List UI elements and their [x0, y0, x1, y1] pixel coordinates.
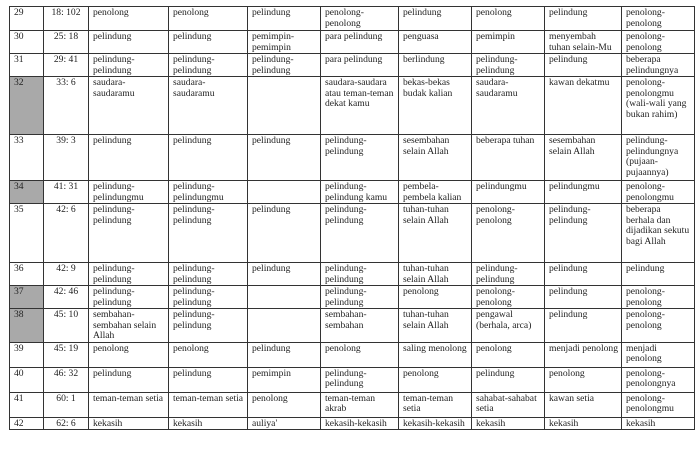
row-number-cell: 37 — [10, 286, 44, 309]
translation-cell: kekasih — [622, 417, 695, 430]
translation-cell: tuhan-tuhan selain Allah — [399, 204, 472, 263]
translation-cell: pelindungmu — [545, 181, 622, 204]
translation-cell: pemimpin — [248, 367, 321, 392]
translation-cell: penolong-penolongmu — [622, 181, 695, 204]
translation-cell: pemimpin-pemimpin — [248, 31, 321, 54]
verse-reference-cell: 62: 6 — [44, 417, 89, 430]
translation-cell: beberapa tuhan — [472, 135, 545, 181]
translation-cell: tuhan-tuhan selain Allah — [399, 309, 472, 343]
row-number-cell: 33 — [10, 135, 44, 181]
translation-cell: pelindung — [472, 367, 545, 392]
translation-cell: pelindung-pelindung — [89, 286, 169, 309]
translation-cell: pelindung-pelindung — [169, 263, 248, 286]
translation-cell: pelindung — [248, 7, 321, 31]
translation-cell: sembahan-sembahan — [321, 309, 399, 343]
translation-cell: penolong — [89, 7, 169, 31]
translation-cell: penolong-penolongnya — [622, 367, 695, 392]
translation-cell: penolong-penolong — [622, 7, 695, 31]
translation-cell: saudara-saudara atau teman-teman dekat kamu — [321, 77, 399, 135]
translation-cell: penolong-penolong — [472, 286, 545, 309]
translation-cell: para pelindung — [321, 31, 399, 54]
translation-cell: pelindung-pelindung — [545, 204, 622, 263]
row-number-cell: 40 — [10, 367, 44, 392]
translation-cell: kekasih — [545, 417, 622, 430]
table-row — [10, 417, 695, 430]
verse-reference-cell: 45: 19 — [44, 342, 89, 367]
table-row — [10, 135, 695, 181]
verse-reference-cell: 25: 18 — [44, 31, 89, 54]
translation-cell: pelindung — [89, 135, 169, 181]
row-number-cell: 32 — [10, 77, 44, 135]
verse-reference-cell: 33: 6 — [44, 77, 89, 135]
translation-cell: pelindung-pelindung — [472, 54, 545, 77]
translation-cell: menjadi penolong — [545, 342, 622, 367]
translation-cell: pelindung — [545, 309, 622, 343]
translation-cell: kawan dekatmu — [545, 77, 622, 135]
translation-cell: sahabat-sahabat setia — [472, 392, 545, 417]
translation-cell: penolong-penolong — [622, 286, 695, 309]
translation-cell: kekasih-kekasih — [321, 417, 399, 430]
translation-cell: penguasa — [399, 31, 472, 54]
table-body — [10, 7, 695, 430]
translation-cell: pelindung-pelindungmu — [89, 181, 169, 204]
verse-reference-cell: 42: 9 — [44, 263, 89, 286]
table-row — [10, 181, 695, 204]
translation-cell: kawan setia — [545, 392, 622, 417]
translation-cell: penolong — [399, 286, 472, 309]
translation-cell: beberapa pelindungnya — [622, 54, 695, 77]
translation-cell: penolong — [169, 7, 248, 31]
translation-cell: pelindung-pelindung — [169, 309, 248, 343]
verse-reference-cell: 42: 6 — [44, 204, 89, 263]
translation-cell: menyembah tuhan selain-Mu — [545, 31, 622, 54]
translation-cell: penolong — [169, 342, 248, 367]
row-number-cell: 29 — [10, 7, 44, 31]
row-number-cell: 42 — [10, 417, 44, 430]
table-row — [10, 309, 695, 343]
table-row — [10, 77, 695, 135]
table-row — [10, 286, 695, 309]
translation-cell: auliya' — [248, 417, 321, 430]
translation-cell: bekas-bekas budak kalian — [399, 77, 472, 135]
verse-reference-cell: 46: 32 — [44, 367, 89, 392]
translation-cell: pelindung-pelindung — [321, 135, 399, 181]
translation-cell: beberapa berhala dan dijadikan sekutu bagi Allah — [622, 204, 695, 263]
translation-cell: pelindung — [545, 286, 622, 309]
translation-cell: penolong — [399, 367, 472, 392]
translation-cell: para pelindung — [321, 54, 399, 77]
translation-cell: pelindung-pelindung — [169, 204, 248, 263]
table-row — [10, 342, 695, 367]
translation-cell: sembahan-sembahan selain Allah — [89, 309, 169, 343]
translation-cell: teman-teman akrab — [321, 392, 399, 417]
translation-cell: sesembahan selain Allah — [545, 135, 622, 181]
translation-cell: saudara-saudaramu — [472, 77, 545, 135]
translation-cell: pelindung — [169, 31, 248, 54]
translation-cell: teman-teman setia — [89, 392, 169, 417]
translation-cell — [248, 181, 321, 204]
translation-cell: teman-teman setia — [169, 392, 248, 417]
translation-cell: berlindung — [399, 54, 472, 77]
translation-cell: pelindung-pelindungnya (pujaan-pujaannya) — [622, 135, 695, 181]
translation-comparison-table — [9, 6, 695, 430]
translation-cell: pelindung — [399, 7, 472, 31]
translation-cell: pelindung — [248, 263, 321, 286]
verse-reference-cell: 41: 31 — [44, 181, 89, 204]
row-number-cell: 36 — [10, 263, 44, 286]
translation-cell: pelindung — [169, 367, 248, 392]
row-number-cell: 35 — [10, 204, 44, 263]
translation-cell: pelindung-pelindung — [89, 204, 169, 263]
row-number-cell: 39 — [10, 342, 44, 367]
row-number-cell: 41 — [10, 392, 44, 417]
translation-cell: pelindung — [248, 342, 321, 367]
table-row — [10, 367, 695, 392]
translation-cell: pelindung-pelindung — [89, 54, 169, 77]
translation-cell: penolong-penolongmu (wali-wali yang bukan rahim) — [622, 77, 695, 135]
verse-reference-cell: 39: 3 — [44, 135, 89, 181]
translation-cell: pelindung-pelindung — [321, 286, 399, 309]
row-number-cell: 34 — [10, 181, 44, 204]
translation-cell: penolong-penolong — [622, 31, 695, 54]
table-row — [10, 392, 695, 417]
table-row — [10, 204, 695, 263]
translation-cell: saling menolong — [399, 342, 472, 367]
verse-reference-cell: 29: 41 — [44, 54, 89, 77]
translation-cell — [248, 286, 321, 309]
translation-cell: pelindung-pelindung — [169, 54, 248, 77]
translation-cell: penolong-penolong — [622, 309, 695, 343]
translation-cell: pembela-pembela kalian — [399, 181, 472, 204]
verse-reference-cell: 42: 46 — [44, 286, 89, 309]
translation-cell — [248, 77, 321, 135]
table-row — [10, 54, 695, 77]
translation-cell: penolong-penolong — [321, 7, 399, 31]
translation-cell: penolong — [321, 342, 399, 367]
translation-cell: pelindung-pelindungmu — [169, 181, 248, 204]
translation-cell: pelindung — [622, 263, 695, 286]
translation-cell — [248, 309, 321, 343]
translation-cell: pelindung-pelindung — [321, 367, 399, 392]
translation-cell: pelindung — [89, 367, 169, 392]
translation-cell: pelindung — [248, 204, 321, 263]
table-row — [10, 263, 695, 286]
translation-cell: penolong-penolongmu — [622, 392, 695, 417]
translation-cell: pelindung-pelindung — [321, 263, 399, 286]
translation-cell: pelindung — [248, 135, 321, 181]
translation-cell: kekasih-kekasih — [399, 417, 472, 430]
translation-cell: kekasih — [472, 417, 545, 430]
translation-cell: penolong-penolong — [472, 204, 545, 263]
row-number-cell: 30 — [10, 31, 44, 54]
translation-cell: saudara-saudaramu — [89, 77, 169, 135]
translation-cell: pelindung — [169, 135, 248, 181]
translation-cell: penolong — [89, 342, 169, 367]
translation-cell: pelindung-pelindung — [89, 263, 169, 286]
translation-cell: pelindungmu — [472, 181, 545, 204]
verse-reference-cell: 60: 1 — [44, 392, 89, 417]
translation-cell: penolong — [545, 367, 622, 392]
translation-cell: pelindung-pelindung kamu — [321, 181, 399, 204]
translation-cell: pelindung — [89, 31, 169, 54]
translation-cell: pengawal (berhala, arca) — [472, 309, 545, 343]
translation-cell: pelindung-pelindung — [321, 204, 399, 263]
translation-cell: tuhan-tuhan selain Allah — [399, 263, 472, 286]
translation-cell: pelindung — [545, 54, 622, 77]
translation-cell: pemimpin — [472, 31, 545, 54]
translation-cell: pelindung-pelindung — [169, 286, 248, 309]
translation-cell: pelindung-pelindung — [472, 263, 545, 286]
table-row — [10, 7, 695, 31]
row-number-cell: 31 — [10, 54, 44, 77]
translation-cell: kekasih — [89, 417, 169, 430]
translation-cell: pelindung-pelindung — [248, 54, 321, 77]
translation-cell: penolong — [472, 7, 545, 31]
translation-cell: sesembahan selain Allah — [399, 135, 472, 181]
translation-cell: saudara-saudaramu — [169, 77, 248, 135]
row-number-cell: 38 — [10, 309, 44, 343]
translation-cell: menjadi penolong — [622, 342, 695, 367]
verse-reference-cell: 18: 102 — [44, 7, 89, 31]
table-row — [10, 31, 695, 54]
verse-reference-cell: 45: 10 — [44, 309, 89, 343]
translation-cell: penolong — [248, 392, 321, 417]
translation-cell: pelindung — [545, 263, 622, 286]
translation-cell: teman-teman setia — [399, 392, 472, 417]
translation-cell: kekasih — [169, 417, 248, 430]
translation-cell: pelindung — [545, 7, 622, 31]
translation-cell: penolong — [472, 342, 545, 367]
